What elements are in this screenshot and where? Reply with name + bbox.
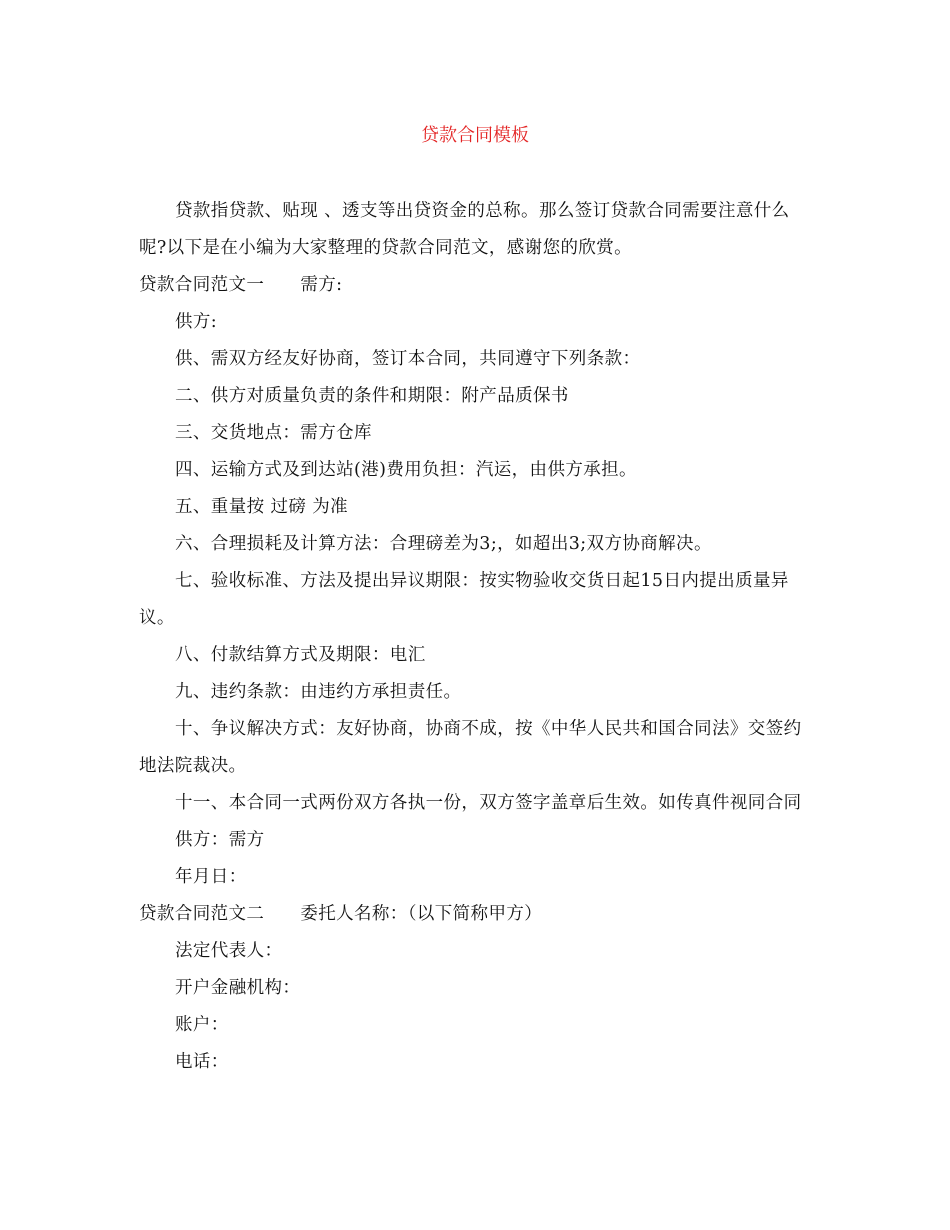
section-heading: 贷款合同范文二 <box>139 904 265 924</box>
paragraph-text: 五、重量按 过磅 为准 <box>175 497 349 517</box>
clause-paragraph <box>139 415 811 452</box>
clause-paragraph <box>139 637 811 674</box>
clause-paragraph <box>139 526 811 563</box>
paragraph-text: 二、供方对质量负责的条件和期限：附产品质保书 <box>175 386 569 406</box>
intro-paragraph <box>139 193 811 267</box>
paragraph-text: 供方：需方 <box>175 830 265 850</box>
clause-paragraph <box>139 341 811 378</box>
paragraph-text: 六、合理损耗及计算方法：合理磅差为3;，如超出3;双方协商解决。 <box>175 534 712 554</box>
field-paragraph <box>139 933 811 970</box>
paragraph-text: 十一、本合同一式两份双方各执一份，双方签字盖章后生效。如传真件视同合同 <box>175 793 802 813</box>
field-paragraph <box>139 1007 811 1044</box>
clause-paragraph <box>139 674 811 711</box>
paragraph-text: 开户金融机构： <box>175 978 301 998</box>
signature-paragraph <box>139 822 811 859</box>
paragraph-text: 供方: <box>175 312 218 332</box>
paragraph-text: 委托人名称：（以下简称甲方） <box>300 904 543 924</box>
clause-paragraph <box>139 711 811 785</box>
section-heading: 贷款合同范文一 <box>139 275 265 295</box>
field-paragraph <box>139 1044 811 1081</box>
paragraph-text: 账户： <box>175 1015 229 1035</box>
clause-paragraph <box>139 452 811 489</box>
paragraph-text: 需方: <box>300 275 343 295</box>
field-paragraph <box>139 970 811 1007</box>
clause-paragraph <box>139 489 811 526</box>
paragraph-text: 供、需双方经友好协商，签订本合同，共同遵守下列条款： <box>175 349 641 369</box>
clause-paragraph <box>139 304 811 341</box>
section-heading-paragraph <box>139 267 811 304</box>
paragraph-text: 法定代表人： <box>175 941 283 961</box>
date-paragraph <box>139 859 811 896</box>
clause-paragraph <box>139 378 811 415</box>
paragraph-text: 七、验收标准、方法及提出异议期限：按实物验收交货日起15日内提出质量异议。 <box>139 571 789 628</box>
paragraph-text: 四、运输方式及到达站(港)费用负担：汽运，由供方承担。 <box>175 460 637 480</box>
document-body <box>139 193 811 1081</box>
paragraph-text: 三、交货地点：需方仓库 <box>175 423 372 443</box>
clause-paragraph <box>139 563 811 637</box>
paragraph-text: 十、争议解决方式：友好协商，协商不成，按《中华人民共和国合同法》交签约地法院裁决。 <box>139 719 802 776</box>
clause-paragraph <box>139 785 811 822</box>
section-heading-paragraph <box>139 896 811 933</box>
document-title: 贷款合同模板 <box>421 125 529 146</box>
paragraph-text: 电话： <box>175 1052 229 1072</box>
paragraph-text: 八、付款结算方式及期限：电汇 <box>175 645 426 665</box>
paragraph-text: 贷款指贷款、贴现 、透支等出贷资金的总称。那么签订贷款合同需要注意什么呢?以下是在小编为大家整理的贷款合同范文，感谢您的欣赏。 <box>139 201 790 258</box>
paragraph-text: 九、违约条款：由违约方承担责任。 <box>175 682 462 702</box>
paragraph-text: 年月日： <box>175 867 247 887</box>
